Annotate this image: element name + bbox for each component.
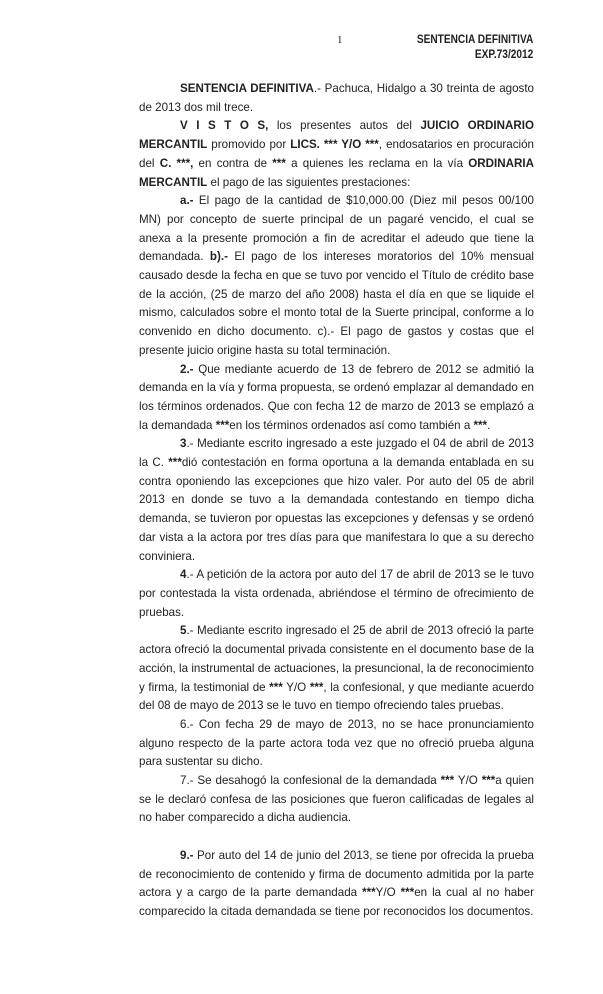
bold-text: *** xyxy=(481,774,496,788)
text-run: El pago de los intereses moratorios del 10% mensual causado desde la fecha en que se tuvo por vencido el Título de crédito base de la acción, (25 de marzo del año 2008) hasta el día en que se liquide el mismo, calculados sobre el monto total de la Suerte principal, conforme a lo convenido en dicho documento. c).- El pago de gastos y costas que el presente juicio origine hasta su total terminación. xyxy=(139,250,534,357)
text-run: El pago de la cantidad de $10,000.00 (Diez mil pesos 00/100 MN) por concepto de suerte principal de un pagaré vencido, el cual se anexa a la presente promoción a fin de acreditar el adeudo que tiene la demandada. xyxy=(139,194,534,264)
bold-text: *** xyxy=(215,418,230,432)
text-run: .- Mediante escrito ingresado a este juzgado el 04 de abril de 2013 la C. xyxy=(139,437,534,470)
bold-text: a.- xyxy=(180,194,194,208)
bold-text: 4 xyxy=(180,568,187,582)
text-run: a quien se le declaró confesa de las posiciones que fueron calificadas de legales al no haber comparecido a dicha audiencia. xyxy=(139,774,534,825)
text-run: .- A petición de la actora por auto del 17 de abril de 2013 se le tuvo por contestada la vista ordenada, abriéndose el término de ofrecimiento de pruebas. xyxy=(139,568,534,619)
bold-text: 2.- xyxy=(180,362,194,376)
bold-text: SENTENCIA DEFINITIVA xyxy=(180,82,314,95)
text-run: , la confesional, y que mediante acuerdo del 08 de mayo de 2013 se le tuvo en tiempo ofreciendo tales pruebas. xyxy=(139,680,534,713)
text-run: 6.- Con fecha 29 de mayo de 2013, no se hace pronunciamiento alguno respecto de la parte actora toda vez que no ofreció prueba alguna para sustentar su dicho. xyxy=(139,717,534,769)
bold-text: *** xyxy=(473,418,488,432)
text-run: Y/O xyxy=(375,886,401,900)
text-run: Y/O xyxy=(282,680,310,694)
text-run: el pago de las siguientes prestaciones: xyxy=(207,175,411,189)
text-run: .- Mediante escrito ingresado el 25 de abril de 2013 ofreció la parte actora ofreció la documental privada consistente en el documento base de la acción, la instrumental de actuaciones, la presuncional, la de reconocimiento y firma, la testimonial de xyxy=(139,624,534,694)
text-run: en la cual al no haber comparecido la citada demandada se tiene por reconocidos los documentos. xyxy=(139,886,534,918)
paragraph xyxy=(139,847,534,922)
bold-text: C. ***, xyxy=(159,156,194,170)
text-run: a quienes les reclama en la vía xyxy=(285,156,469,170)
text-run: en los términos ordenados así como también a xyxy=(229,418,474,432)
bold-text: *** xyxy=(168,456,182,470)
page-number: 1 xyxy=(337,34,343,46)
text-run: promovido por xyxy=(207,138,291,152)
text-run: Y/O xyxy=(454,774,482,788)
bold-text: 3 xyxy=(180,437,187,451)
bold-text: V I S T O S, xyxy=(180,119,269,133)
text-run: .- Pachuca, Hidalgo a 30 treinta de agosto de 2013 dos mil trece. xyxy=(139,82,534,114)
bold-text: *** xyxy=(272,156,286,170)
text-run: dió contestación en forma oportuna a la demanda entablada en su contra oponiendo las excepciones que hizo valer. Por auto del 05 de abril 2013 en donde se tuvo a la demandada contestando en tiempo dicha demanda, se tuvieron por opuestas las excepciones y defensas y se ordenó dar vista a la actora por tres días para que manifestara lo que a su derecho conviniera. xyxy=(139,456,534,563)
bold-text: LICS. *** Y/O *** xyxy=(290,138,379,152)
text-run: Que mediante acuerdo de 13 de febrero de 2012 se admitió la demanda en la vía y forma propuesta, se ordenó emplazar al demandado en los términos ordenados. Que con fecha 12 de marzo de 2013 se emplazó a la demandada xyxy=(139,362,534,432)
bold-text: 5 xyxy=(180,624,187,638)
document-header xyxy=(417,33,533,63)
bold-text: *** xyxy=(400,886,415,900)
paragraph xyxy=(139,622,534,716)
paragraph xyxy=(139,716,534,772)
text-run: , endosatarios en procuración del xyxy=(139,138,534,170)
text-run: en contra de xyxy=(193,156,273,170)
text-run: Por auto del 14 de junio del 2013, se tiene por ofrecida la prueba de reconocimiento de contenido y firma de documento admitida por la parte actora y a cargo de la parte demandada xyxy=(139,848,534,900)
document-body xyxy=(139,80,534,922)
paragraph xyxy=(139,435,534,566)
document-title: SENTENCIA DEFINITIVA xyxy=(416,34,533,46)
bold-text: 9.- xyxy=(180,848,194,862)
bold-text: JUICIO ORDINARIO MERCANTIL xyxy=(139,119,534,152)
bold-text: *** xyxy=(362,886,376,900)
text-run: . xyxy=(487,418,491,432)
bold-text: b).- xyxy=(209,250,228,264)
paragraph xyxy=(139,566,534,622)
bold-text: *** xyxy=(440,774,455,788)
case-number: EXP.73/2012 xyxy=(474,49,533,61)
text-run: 7.- Se desahogó la confesional de la demandada xyxy=(180,774,441,788)
bold-text: *** xyxy=(309,680,324,694)
bold-text: *** xyxy=(269,680,283,694)
paragraph xyxy=(139,192,534,360)
paragraph xyxy=(139,117,534,192)
paragraph xyxy=(139,361,534,436)
text-run: los presentes autos del xyxy=(268,119,421,133)
bold-text: ORDINARIA MERCANTIL xyxy=(139,156,534,189)
paragraph xyxy=(139,772,534,828)
paragraph xyxy=(139,80,534,117)
